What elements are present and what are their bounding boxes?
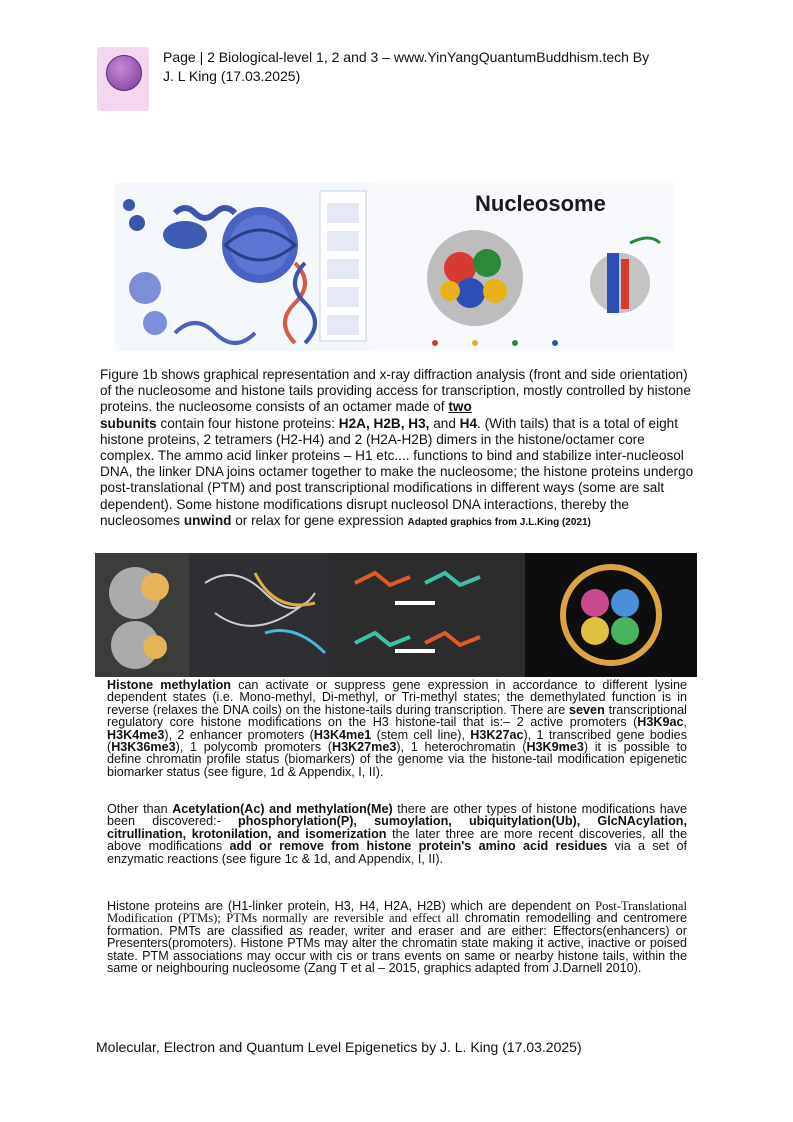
para-bold: Acetylation(Ac) and methylation(Me) (172, 802, 393, 816)
caption-two: two (448, 399, 472, 415)
para-text: can activate or suppress gene expression in accordance to different lysine dependent states (i.e. Mono-methyl, Di-methyl, or Tri-methyl states; the demethylated function is in reverse (relaxes the DNA coils) on the histone-tails during transcription. There are (107, 678, 687, 717)
para-bold: H3K9me3 (526, 740, 584, 755)
caption-text: . (With tails) that is a total of eight histone proteins, 2 tetramers (H2-H4) and 2 (H2A-H2B) dimers in the histone/octamer core complex. The ammo acid linker proteins – H1 etc.... functions to bind and stabilize inter-nucleosol DNA, the linker DNA joins octamer together to make the nucleosome; the histone proteins undergo post-translational (PTM) and post transcriptional modifications in different ways (some are salt dependent). Some histone modifications disrupt nucleosol DNA interactions, thereby the nucleosomes (100, 415, 694, 528)
para-text: chromatin remodelling and centromere formation. PMTs are classified as reader, writer and eraser and are either: Effectors(enhancers) or Presenters(promoters). Histone PTMs may alter the chromatin state making it active, inactive or poised state. PTM associations may occur with cis or trans events on same or nearby histone tails, within the same or neighbouring nucleosome (Zang T et al – 2015, graphics adapted from J.Darnell 2010). (107, 911, 687, 976)
para-text: ) it is possible to define chromatin profile status (biomarkers) of the genome via the histone-tail modification epigenetic biomarker status (see figure, 1d & Appendix, I, II). (107, 740, 687, 779)
caption-text: contain four histone proteins: (156, 415, 339, 431)
para-bold: H3K4me3 (107, 727, 165, 742)
para-bold: seven (569, 702, 605, 717)
para-text: transcriptional regulatory core histone modifications on the H3 histone-tail that is:– 2 active promoters ( (107, 702, 687, 730)
caption-credit: Adapted graphics from J.L.King (2021) (407, 516, 591, 528)
header-line-1: Page | 2 Biological-level 1, 2 and 3 – www.YinYangQuantumBuddhism.tech By (163, 49, 650, 65)
caption-proteins: H2A, H2B, H3, (338, 415, 430, 431)
para-bold: H3K9ac (637, 715, 684, 730)
para-text: (stem cell line), (371, 727, 471, 742)
para-text: , (683, 715, 687, 730)
para-text: ), 1 polycomb promoters ( (175, 740, 332, 755)
protein-structures-image (95, 553, 697, 677)
structure-panels (95, 553, 697, 677)
para-text: Other than (107, 802, 173, 816)
figure-caption (100, 367, 700, 531)
para-bold: H3K27ac (470, 727, 524, 742)
para-bold: phosphorylation(P), sumoylation, ubiquitylation(Ub), GlcNAcylation, citrullination, krotonilation, and isomerization (107, 814, 687, 841)
caption-h4: H4 (459, 415, 478, 431)
para-text: the later three are more recent discoveries, all the above modifications (107, 826, 687, 854)
para-bold: Histone methylation (107, 678, 231, 692)
paragraph-histone-proteins (107, 900, 687, 974)
caption-text: and (429, 415, 460, 431)
caption-text: Figure 1b shows graphical representation and x-ray diffraction analysis (front and side orientation) of the nucleosome and histone tails providing access for transcription, mostly controlled by histone proteins. the nucleosome consists of an octamer made of (100, 367, 691, 415)
page-footer: Molecular, Electron and Quantum Level Epigenetics by J. L. King (17.03.2025) (96, 1039, 582, 1055)
header-line-2: J. L King (17.03.2025) (163, 68, 301, 84)
para-bold: H3K27me3 (331, 740, 397, 755)
para-text: ), 1 heterochromatin ( (396, 740, 527, 755)
para-bold: H3K36me3 (111, 740, 176, 755)
para-text: ), 1 transcribed gene bodies ( (107, 727, 687, 755)
para-text: ), 2 enhancer promoters ( (164, 727, 314, 742)
nucleosome-figure (115, 183, 675, 351)
yin-yang-icon (106, 55, 142, 91)
para-text: there are other types of histone modifications have been discovered:- (107, 802, 688, 829)
para-bold: add or remove from histone protein's amino acid residues (229, 839, 608, 854)
caption-unwind: unwind (183, 512, 232, 528)
chromatin-diagram (115, 183, 370, 351)
figure-title: Nucleosome (475, 191, 606, 216)
caption-subunits: subunits (100, 415, 157, 431)
logo (97, 47, 149, 111)
para-bold: H3K4me1 (313, 727, 372, 742)
para-serif-text: Post-Translational Modification (PTMs); PTMs normally are reversible and effect all (107, 899, 687, 926)
para-text: Histone proteins are (H1-linker protein, H3, H4, H2A, H2B) which are dependent on (107, 899, 596, 913)
nucleosome-structure-image (415, 223, 675, 351)
caption-text: or relax for gene expression (231, 512, 408, 528)
page-header (163, 48, 723, 86)
para-text: via a set of enzymatic reactions (see figure 1c & 1d, and Appendix, I, II). (107, 839, 687, 866)
paragraph-other-modifications (107, 803, 687, 865)
paragraph-histone-methylation (107, 679, 687, 778)
